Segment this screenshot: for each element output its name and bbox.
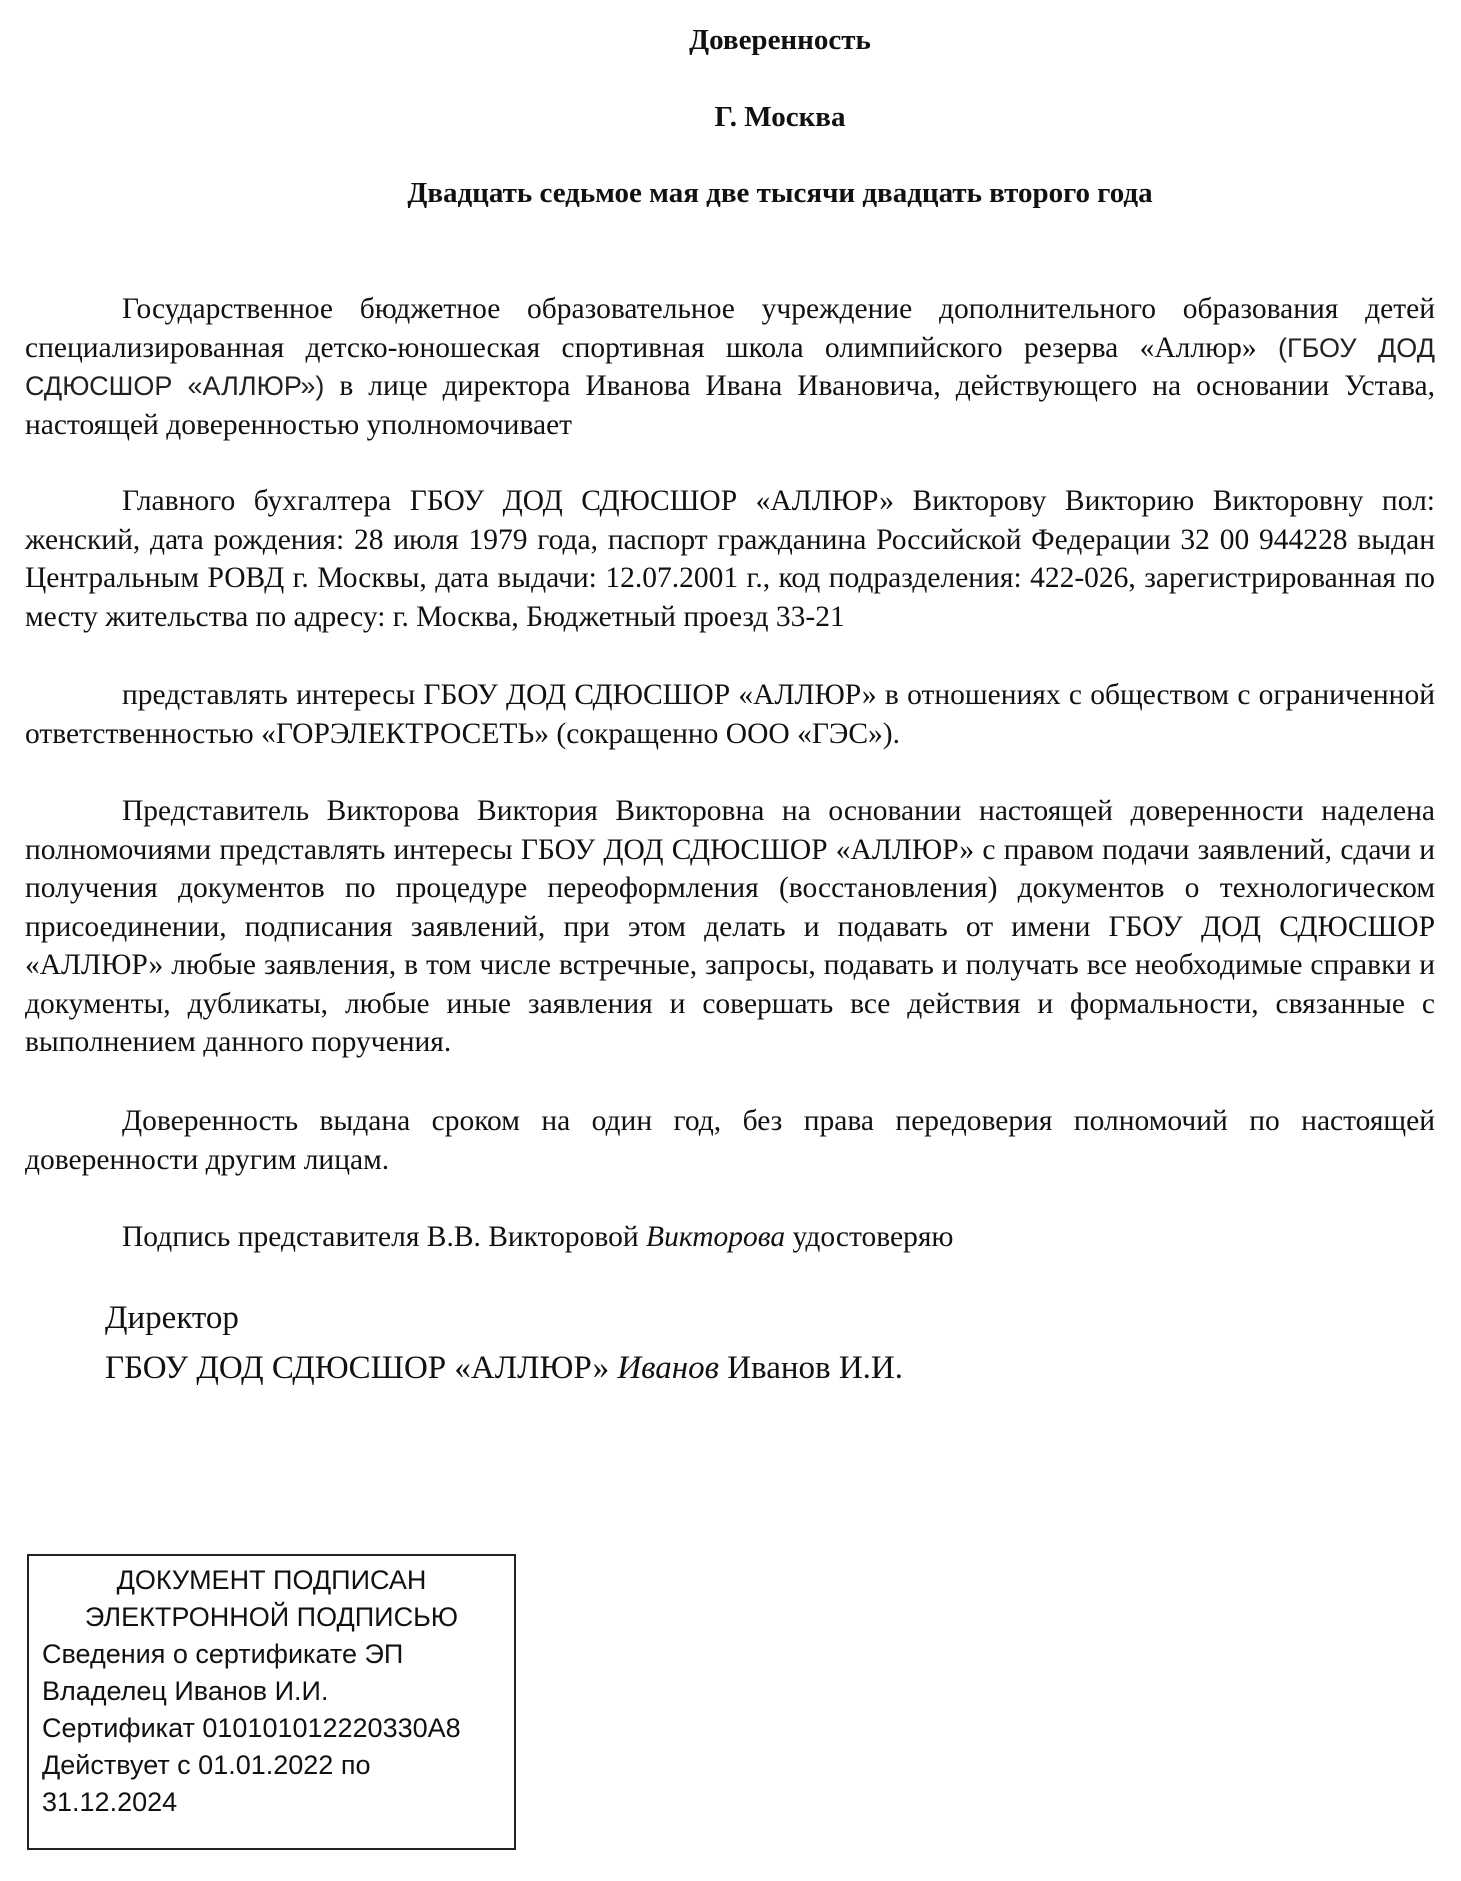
- stamp-valid-from: Действует с 01.01.2022 по: [42, 1750, 371, 1780]
- signature-cert-text-b: удостоверяю: [785, 1221, 954, 1253]
- stamp-certificate-number: Сертификат 010101012220330A8: [42, 1713, 461, 1743]
- paragraph-powers: Представитель Викторова Виктория Викторовна на основании настоящей доверенности наделена полномочиями представлять интересы ГБОУ ДОД СДЮСШОР «АЛЛЮР» с правом подачи заявлений, сдачи и получения документов по процедуре переоформления (восстановления) документов о технологическом присоединении, подписания заявлений, при этом делать и подавать от имени ГБОУ ДОД СДЮСШОР «АЛЛЮР» любые заявления, в том числе встречные, запросы, подавать и получать все необходимые справки и документы, дубликаты, любые иные заявления и совершать все действия и формальности, связанные с выполнением данного поручения.: [25, 795, 1435, 1058]
- director-name: Иванов И.И.: [718, 1350, 903, 1386]
- director-signature: Иванов: [617, 1350, 719, 1386]
- paragraph-principal-abbreviation: (ГБОУ ДОД СДЮСШОР «АЛЛЮР»): [25, 332, 1435, 401]
- paragraph-principal-text-a: Государственное бюджетное образовательное учреждение дополнительного образования детей специализированная детско-юношеская спортивная школа олимпийского резерва «Аллюр»: [25, 293, 1435, 364]
- stamp-certificate-info: Сведения о сертификате ЭП: [42, 1639, 404, 1669]
- document-date: Двадцать седьмое мая две тысячи двадцать второго года: [407, 177, 1153, 209]
- document-title: Доверенность: [689, 24, 871, 56]
- paragraph-term: Доверенность выдана сроком на один год, без права передоверия полномочий по настоящей доверенности другим лицам.: [25, 1105, 1435, 1176]
- paragraph-signature-certification: [25, 1218, 1435, 1257]
- director-signature-line: [105, 1343, 903, 1393]
- paragraph-principal-text-b: в лице директора Иванова Ивана Ивановича, действующего на основании Устава, настоящей доверенностью уполномочивает: [25, 370, 1435, 441]
- director-role: Директор: [105, 1300, 239, 1336]
- paragraph-representative: Главного бухгалтера ГБОУ ДОД СДЮСШОР «АЛЛЮР» Викторову Викторию Викторовну пол: женский, дата рождения: 28 июля 1979 года, паспорт гражданина Российской Федерации 32 00 944228 выдан Центральным РОВД г. Москвы, дата выдачи: 12.07.2001 г., код подразделения: 422-026, зарегистрированная по месту жительства по адресу: г. Москва, Бюджетный проезд 33-21: [25, 485, 1435, 633]
- stamp-valid-to: 31.12.2024: [42, 1787, 178, 1817]
- document-city: Г. Москва: [714, 101, 846, 133]
- electronic-signature-stamp: [27, 1554, 516, 1850]
- paragraph-scope: представлять интересы ГБОУ ДОД СДЮСШОР «АЛЛЮР» в отношениях с обществом с ограниченной ответственностью «ГОРЭЛЕКТРОСЕТЬ» (сокращенно ООО «ГЭС»).: [25, 679, 1435, 750]
- signature-cert-text-a: Подпись представителя В.В. Викторовой: [122, 1221, 647, 1253]
- paragraph-principal: [25, 290, 1435, 444]
- representative-signature: Викторова: [646, 1221, 786, 1253]
- stamp-line-2: ЭЛЕКТРОННОЙ ПОДПИСЬЮ: [84, 1602, 459, 1632]
- director-org: ГБОУ ДОД СДЮСШОР «АЛЛЮР»: [105, 1350, 618, 1386]
- stamp-line-1: ДОКУМЕНТ ПОДПИСАН: [116, 1565, 427, 1595]
- stamp-owner: Владелец Иванов И.И.: [42, 1676, 329, 1706]
